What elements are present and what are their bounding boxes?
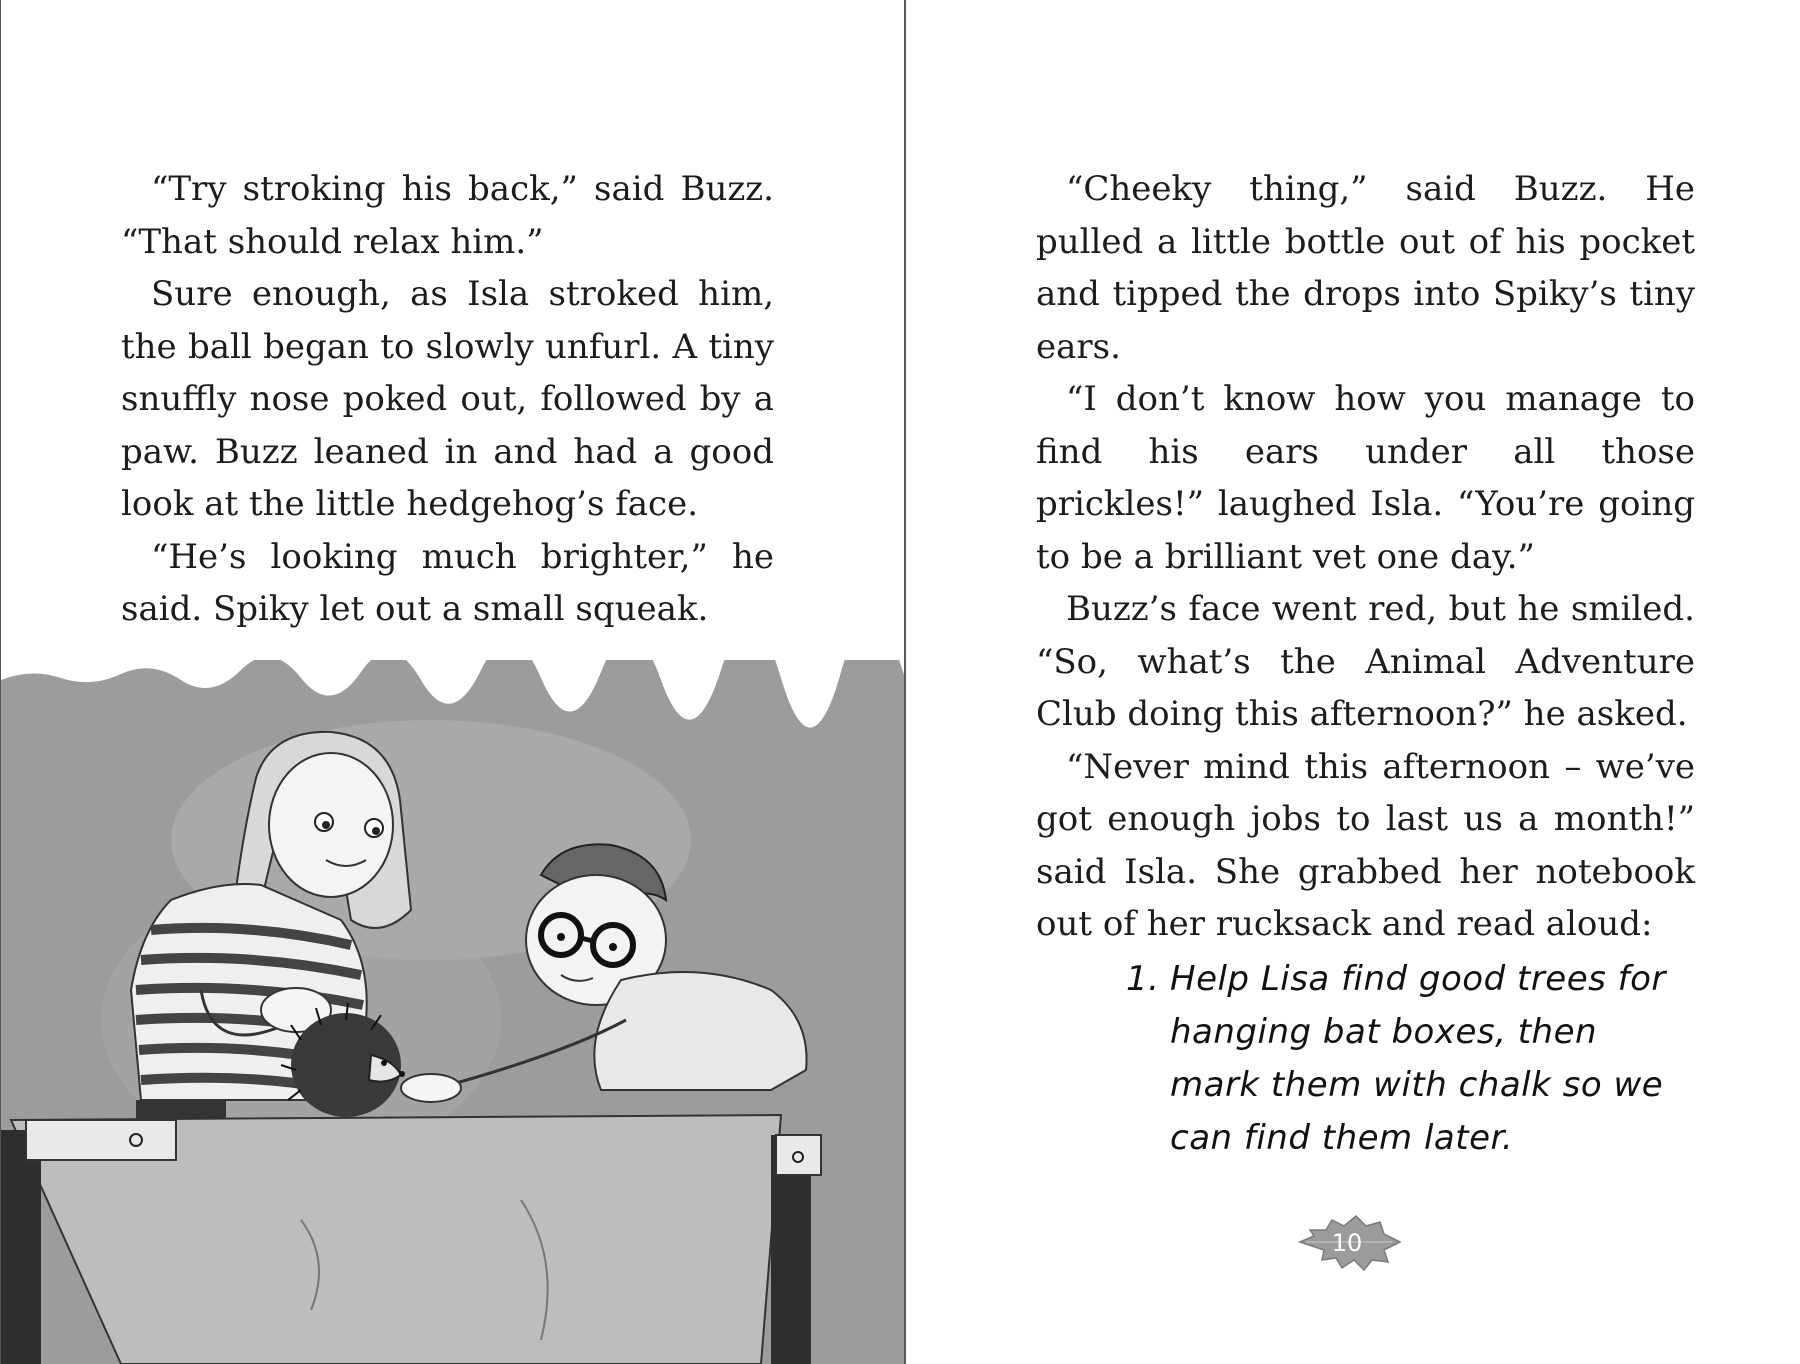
- paragraph: “I don’t know how you manage to find his ears under all those prickles!” laughed Isla. “You’re going to be a brilliant vet one day.”: [1036, 379, 1695, 577]
- notebook-list: [1126, 953, 1686, 1165]
- paragraph: “Try stroking his back,” said Buzz. “That should relax him.”: [121, 169, 774, 262]
- page-number: 10: [1331, 1229, 1363, 1257]
- paragraph: “He’s looking much brighter,” he said. Spiky let out a small squeak.: [121, 536, 774, 629]
- paragraph: Buzz’s face went red, but he smiled. “So, what’s the Animal Adventure Club doing this afternoon?” he asked.: [1036, 589, 1695, 734]
- list-item-text: Help Lisa find good trees for hanging bat boxes, then mark them with chalk so we can find them later.: [1170, 959, 1666, 1158]
- left-page-text: [121, 163, 774, 636]
- right-page: [906, 0, 1800, 1364]
- list-item-number: 1.: [1126, 959, 1160, 999]
- paragraph: Sure enough, as Isla stroked him, the ball began to slowly unfurl. A tiny snuffly nose poked out, followed by a paw. Buzz leaned in and had a good look at the little hedgehog’s face.: [121, 274, 774, 524]
- paragraph: “Cheeky thing,” said Buzz. He pulled a little bottle out of his pocket and tipped the drops into Spiky’s tiny ears.: [1036, 169, 1695, 367]
- paragraph: “Never mind this afternoon – we’ve got enough jobs to last us a month!” said Isla. She grabbed her notebook out of her rucksack and read aloud:: [1036, 746, 1695, 944]
- illustration-hedgehog-scene: [1, 660, 905, 1364]
- list-item: [1126, 953, 1686, 1165]
- page-number-badge: [1296, 1212, 1406, 1274]
- right-page-text: [1036, 163, 1695, 951]
